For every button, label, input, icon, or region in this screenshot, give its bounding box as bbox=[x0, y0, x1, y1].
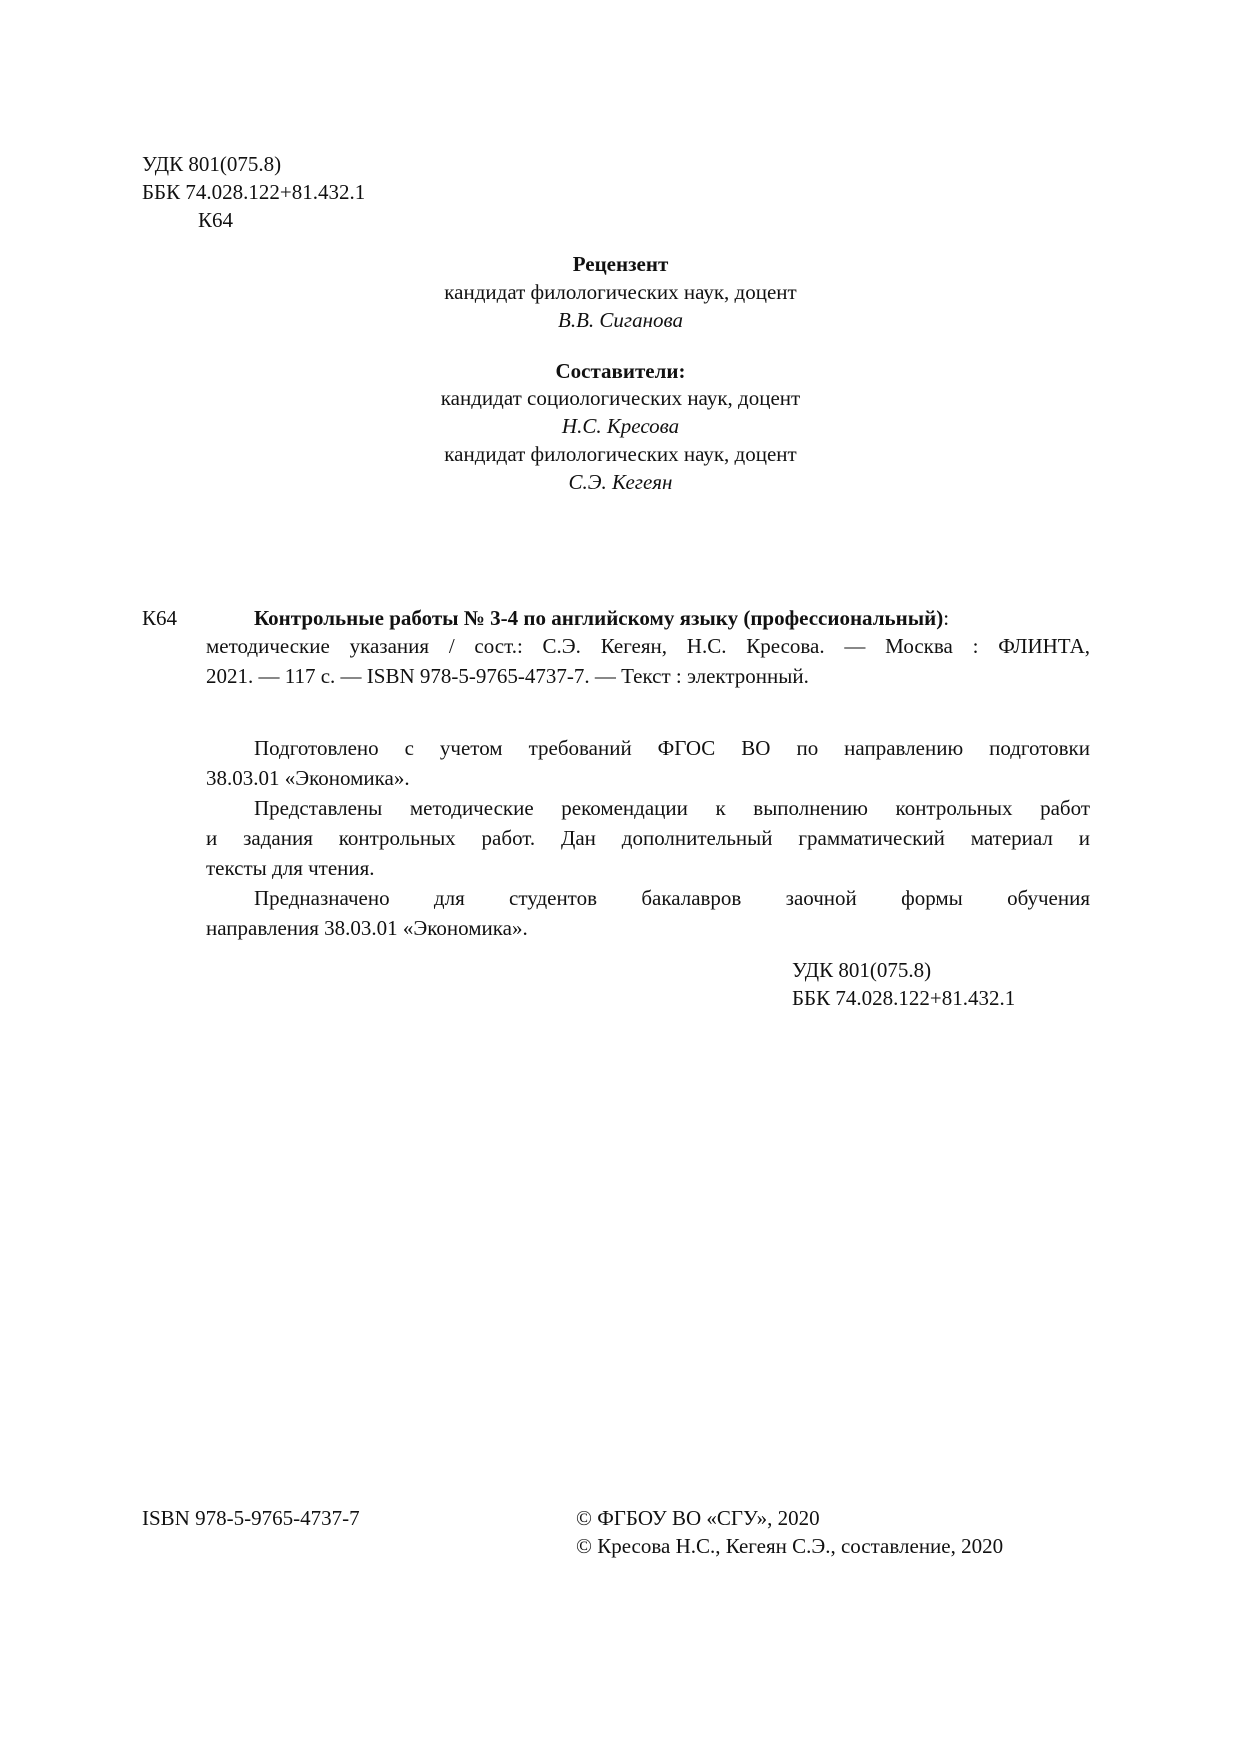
compiler-name: Н.С. Кресова bbox=[561, 414, 680, 438]
annotation bbox=[206, 733, 1090, 943]
copyright-publisher: © ФГБОУ ВО «СГУ», 2020 bbox=[576, 1506, 820, 1530]
isbn: ISBN 978-5-9765-4737-7 bbox=[142, 1506, 360, 1530]
citation-title-suffix: : bbox=[943, 606, 950, 630]
reviewer-name: В.В. Сиганова bbox=[558, 308, 683, 332]
annotation-line: 38.03.01 «Экономика». bbox=[206, 766, 410, 790]
annotation-line: Предназначено для студентов бакалавров заочной формы обучения bbox=[254, 886, 1090, 910]
udk-code: УДК 801(075.8) bbox=[142, 152, 282, 176]
citation-author-mark: К64 bbox=[142, 606, 178, 630]
compiler-name: С.Э. Кегеян bbox=[568, 470, 673, 494]
annotation-line: тексты для чтения. bbox=[206, 856, 375, 880]
citation-title-bold: Контрольные работы № 3-4 по английскому языку (профессиональный) bbox=[254, 606, 944, 630]
citation-title bbox=[254, 605, 949, 632]
udk-code-footer: УДК 801(075.8) bbox=[792, 958, 932, 982]
compiler-degree: кандидат социологических наук, доцент bbox=[440, 386, 801, 410]
reviewer-heading: Рецензент bbox=[572, 252, 669, 276]
reviewer-degree: кандидат филологических наук, доцент bbox=[444, 280, 797, 304]
bbk-code-footer: ББК 74.028.122+81.432.1 bbox=[792, 986, 1016, 1010]
bbk-code: ББК 74.028.122+81.432.1 bbox=[142, 180, 366, 204]
author-mark: К64 bbox=[198, 208, 234, 232]
annotation-line: направления 38.03.01 «Экономика». bbox=[206, 916, 528, 940]
citation-line: 2021. — 117 с. — ISBN 978-5-9765-4737-7. — Текст : электронный. bbox=[206, 664, 809, 688]
annotation-line: и задания контрольных работ. Дан дополнительный грамматический материал и bbox=[206, 826, 1090, 850]
compilers-heading: Составители: bbox=[555, 359, 686, 383]
annotation-line: Подготовлено с учетом требований ФГОС ВО по направлению подготовки bbox=[254, 736, 1090, 760]
annotation-line: Представлены методические рекомендации к выполнению контрольных работ bbox=[254, 796, 1090, 820]
citation-body bbox=[206, 631, 1090, 691]
copyright-authors: © Кресова Н.С., Кегеян С.Э., составление, 2020 bbox=[576, 1534, 1004, 1558]
compiler-degree: кандидат филологических наук, доцент bbox=[444, 442, 797, 466]
citation-line: методические указания / сост.: С.Э. Кегеян, Н.С. Кресова. — Москва : ФЛИНТА, bbox=[206, 634, 1090, 658]
